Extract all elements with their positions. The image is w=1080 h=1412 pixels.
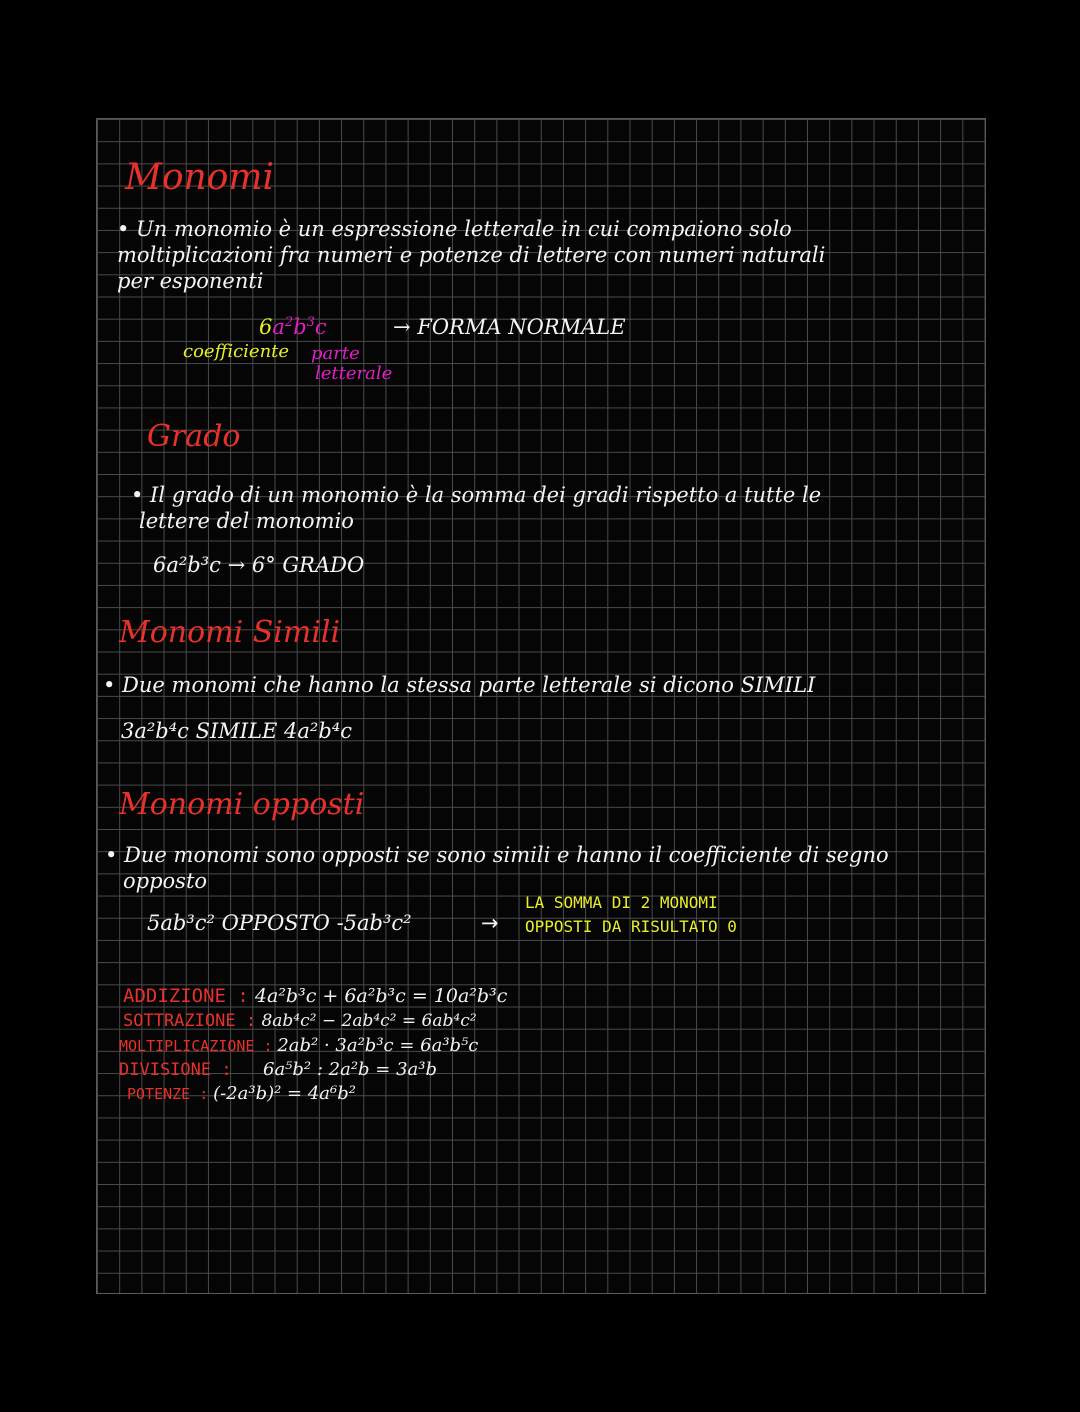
- heading-monomi: Monomi: [125, 157, 275, 198]
- operation-expression: 4a²b³c + 6a²b³c = 10a²b³c: [254, 985, 508, 1007]
- heading-monomi-opposti: Monomi opposti: [119, 787, 365, 822]
- normal-form-example: [259, 315, 327, 339]
- operation-row-addizione: [123, 985, 507, 1007]
- literal-label-line2: letterale: [315, 363, 393, 384]
- grado-definition-line2: lettere del monomio: [139, 509, 354, 533]
- literal-label-line1: parte: [311, 343, 360, 364]
- operation-row-sottrazione: [123, 1011, 477, 1031]
- opposti-example: 5ab³c² OPPOSTO -5ab³c²: [147, 911, 412, 935]
- grado-example: 6a²b³c → 6° GRADO: [153, 553, 365, 577]
- operation-row-moltiplicazione: [119, 1035, 478, 1056]
- monomi-definition-line1: • Un monomio è un espressione letterale in cui compaiono solo: [117, 217, 792, 241]
- opposti-arrow: →: [481, 911, 499, 935]
- operation-row-divisione: [119, 1059, 437, 1080]
- opposti-note-line1: LA SOMMA DI 2 MONOMI: [525, 893, 718, 912]
- grado-definition-line1: • Il grado di un monomio è la somma dei gradi rispetto a tutte le: [131, 483, 822, 507]
- opposti-definition-line1: • Due monomi sono opposti se sono simili e hanno il coefficiente di segno: [105, 843, 889, 867]
- monomi-definition-line2: moltiplicazioni fra numeri e potenze di lettere con numeri naturali: [117, 243, 826, 267]
- simili-example: 3a²b⁴c SIMILE 4a²b⁴c: [121, 719, 352, 743]
- operation-expression: 6a⁵b² : 2a²b = 3a³b: [263, 1059, 438, 1080]
- coefficient-part: 6: [259, 315, 273, 339]
- operation-label: MOLTIPLICAZIONE :: [119, 1037, 273, 1055]
- monomi-definition-line3: per esponenti: [117, 269, 264, 293]
- operation-expression: 8ab⁴c² − 2ab⁴c² = 6ab⁴c²: [261, 1011, 477, 1031]
- operation-expression: (-2a³b)² = 4a⁶b²: [213, 1083, 356, 1104]
- normal-form-label: → FORMA NORMALE: [393, 315, 626, 339]
- operation-label: POTENZE :: [127, 1085, 209, 1103]
- literal-part: $a^2b^3c$: [272, 315, 327, 339]
- operation-label: SOTTRAZIONE :: [123, 1011, 257, 1031]
- opposti-definition-line2: opposto: [123, 869, 208, 893]
- heading-monomi-simili: Monomi Simili: [119, 615, 341, 650]
- operation-label: ADDIZIONE :: [123, 985, 249, 1007]
- coefficient-label: coefficiente: [183, 341, 290, 362]
- operation-row-potenze: [127, 1083, 356, 1104]
- grid-paper-sheet: [96, 118, 986, 1294]
- heading-grado: Grado: [147, 419, 241, 454]
- simili-definition: • Due monomi che hanno la stessa parte letterale si dicono SIMILI: [103, 673, 816, 697]
- operation-expression: 2ab² · 3a²b³c = 6a³b⁵c: [277, 1035, 479, 1056]
- opposti-note-line2: OPPOSTI DA RISULTATO 0: [525, 917, 737, 936]
- operation-label: DIVISIONE :: [119, 1060, 232, 1080]
